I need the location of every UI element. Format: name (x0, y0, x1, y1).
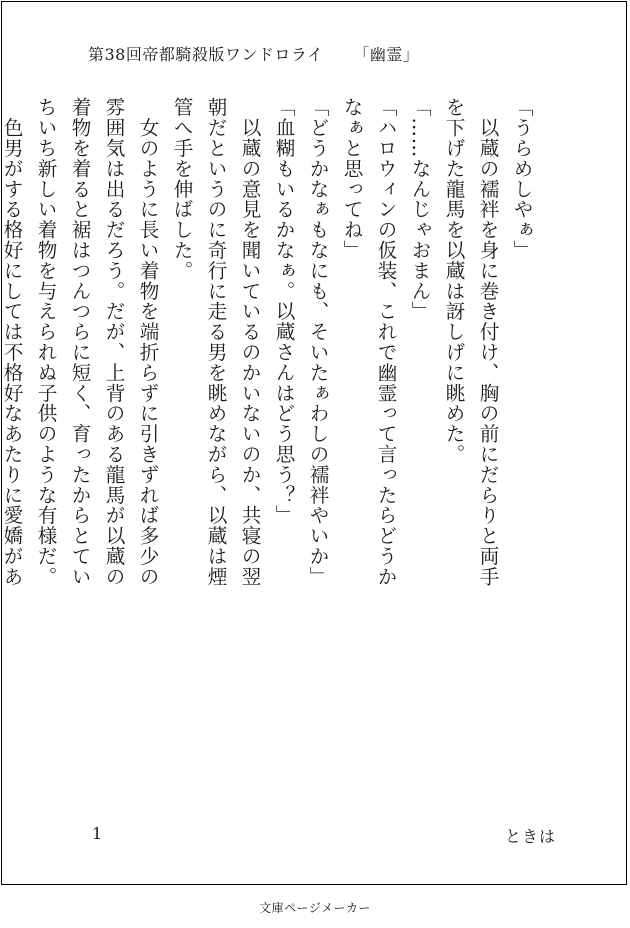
text-line: 色男がする格好にしては不格好なあたりに愛嬌があ (0, 117, 23, 587)
text-line: 「……なんじゃおまん」 (408, 97, 431, 322)
text-line: 「ハロウィンの仮装、これで幽霊って言ったらどうかなぁと思ってね」 (340, 97, 397, 587)
page-frame (1, 1, 627, 885)
body-text (0, 97, 538, 597)
text-line: 以蔵の襦袢を身に巻き付け、胸の前にだらりと両手を下げた龍馬を以蔵は訝しげに眺めた。 (442, 97, 499, 587)
text-line: 「血糊もいるかなぁ。以蔵さんはどう思う？」 (272, 97, 295, 526)
page-number: 1 (92, 824, 103, 843)
footer-credit: 文庫ページメーカー (259, 901, 371, 915)
text-line: 女のように長い着物を端折らずに引きずれば多少の雰囲気は出るだろう。だが、上背のある龍馬が以蔵の着物を着ると裾はつんつらに短く、育ったからとていちいち新しい着物を与えられぬ子供のような有様だ。 (34, 97, 159, 587)
text-line: 以蔵の意見を聞いているのかいないのか、共寝の翌朝だというのに奇行に走る男を眺めながら、以蔵は煙管へ手を伸ばした。 (170, 97, 261, 587)
text-line: 「どうかなぁもなにも、そいたぁわしの襦袢やいか」 (306, 97, 329, 587)
header-theme: 「幽霊」 (353, 45, 420, 64)
author-name: ときは (505, 827, 557, 846)
page-header (88, 42, 419, 65)
text-line: 「うらめしやぁ」 (510, 97, 533, 261)
header-series-title: 第38回帝都騎殺版ワンドロライ (88, 45, 324, 64)
